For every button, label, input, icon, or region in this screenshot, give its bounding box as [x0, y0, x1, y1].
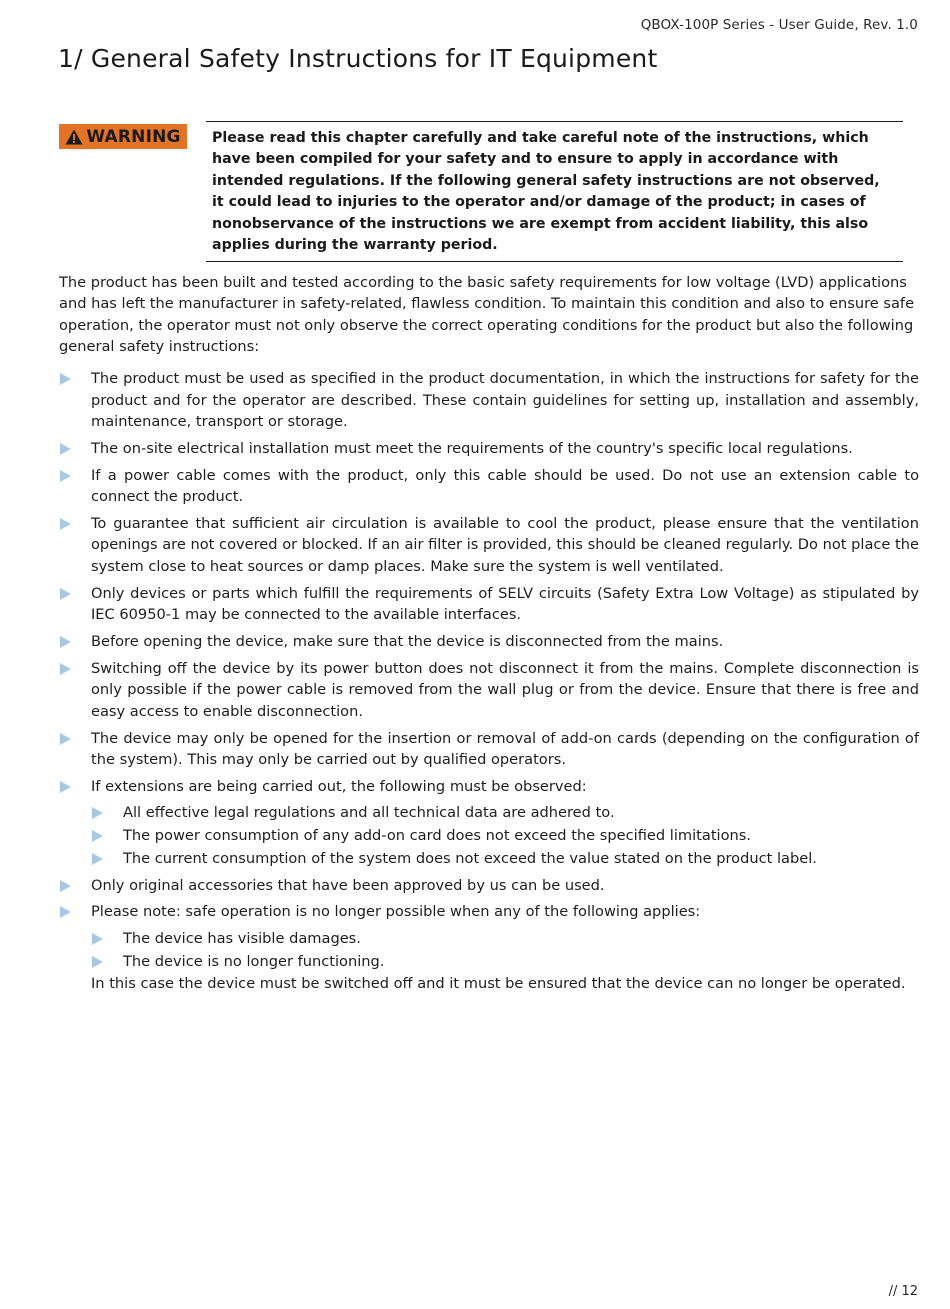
safe-operation-note: In this case the device must be switched off and it must be ensured that the device can no longer be operated. — [91, 975, 906, 993]
bullet-arrow-icon — [92, 933, 103, 945]
warning-triangle-icon — [65, 129, 83, 145]
list-item-extensions: If extensions are being carried out, the following must be observed: All effective legal regulations and all technical data are adhered to. The power consumption of any add-on card does not exceed the specified limitations. The current consumption of the system does not exceed the value stated on the product label. — [59, 776, 919, 869]
bullet-arrow-icon — [92, 830, 103, 842]
extensions-sublist — [91, 802, 919, 869]
bullet-arrow-icon — [60, 373, 71, 385]
sub-list-item: The current consumption of the system does not exceed the value stated on the product label. — [91, 848, 919, 870]
list-item: Before opening the device, make sure that the device is disconnected from the mains. — [59, 631, 919, 653]
sub-list-item: The power consumption of any add-on card does not exceed the specified limitations. — [91, 825, 919, 847]
running-header: QBOX-100P Series - User Guide, Rev. 1.0 — [640, 17, 918, 33]
bullet-arrow-icon — [60, 443, 71, 455]
page-number: // 12 — [888, 1284, 918, 1299]
list-item: The device may only be opened for the insertion or removal of add-on cards (depending on the configuration of the system). This may only be carried out by qualified operators. — [59, 728, 919, 771]
bullet-arrow-icon — [60, 518, 71, 530]
warning-text: Please read this chapter carefully and take careful note of the instructions, which have been compiled for your safety and to ensure to apply in accordance with intended regulations. If the following general safety instructions are not observed, it could lead to injuries to the operator and/or damage of the product; in cases of nonobservance of the instructions we are exempt from accident liability, this also applies during the warranty period. — [206, 121, 903, 262]
bullet-arrow-icon — [92, 807, 103, 819]
bullet-arrow-icon — [60, 733, 71, 745]
list-item: Only original accessories that have been approved by us can be used. — [59, 875, 919, 897]
bullet-arrow-icon — [60, 663, 71, 675]
safe-operation-sublist — [91, 928, 919, 972]
list-item: The product must be used as specified in the product documentation, in which the instructions for safety for the product and for the operator are described. These contain guidelines for setting up, installation and assembly, maintenance, transport or storage. — [59, 368, 919, 433]
list-item-safe-operation: Please note: safe operation is no longer possible when any of the following applies: The device has visible damages. The device is no longer functioning. In this case the device must be switched off and it must be ensured that the device can no longer be operated. — [59, 901, 919, 994]
list-item: To guarantee that sufficient air circulation is available to cool the product, please ensure that the ventilation openings are not covered or blocked. If an air filter is provided, this should be cleaned regularly. Do not place the system close to heat sources or damp places. Make sure the system is well ventilated. — [59, 513, 919, 578]
warning-label: WARNING — [86, 126, 181, 147]
intro-paragraph: The product has been built and tested according to the basic safety requirements for low voltage (LVD) applications and has left the manufacturer in safety-related, flawless condition. To maintain this condition and also to ensure safe operation, the operator must not only observe the correct operating conditions for the product but also the following general safety instructions: — [59, 274, 915, 355]
bullet-arrow-icon — [92, 853, 103, 865]
bullet-arrow-icon — [60, 781, 71, 793]
bullet-arrow-icon — [60, 880, 71, 892]
safety-instructions-list — [59, 368, 919, 1000]
bullet-arrow-icon — [92, 956, 103, 968]
bullet-arrow-icon — [60, 588, 71, 600]
list-item: Switching off the device by its power button does not disconnect it from the mains. Complete disconnection is only possible if the power cable is removed from the wall plug or from the device. Ensure that there is free and easy access to enable disconnection. — [59, 658, 919, 723]
warning-badge — [59, 124, 187, 149]
sub-list-item: The device has visible damages. — [91, 928, 919, 950]
bullet-arrow-icon — [60, 470, 71, 482]
sub-list-item: All effective legal regulations and all technical data are adhered to. — [91, 802, 919, 824]
bullet-arrow-icon — [60, 636, 71, 648]
sub-list-item: The device is no longer functioning. — [91, 951, 919, 973]
page-title: 1/ General Safety Instructions for IT Equipment — [58, 44, 658, 73]
bullet-arrow-icon — [60, 906, 71, 918]
list-item: If a power cable comes with the product, only this cable should be used. Do not use an extension cable to connect the product. — [59, 465, 919, 508]
list-item: The on-site electrical installation must meet the requirements of the country's specific local regulations. — [59, 438, 919, 460]
list-item: Only devices or parts which fulfill the requirements of SELV circuits (Safety Extra Low Voltage) as stipulated by IEC 60950-1 may be connected to the available interfaces. — [59, 583, 919, 626]
